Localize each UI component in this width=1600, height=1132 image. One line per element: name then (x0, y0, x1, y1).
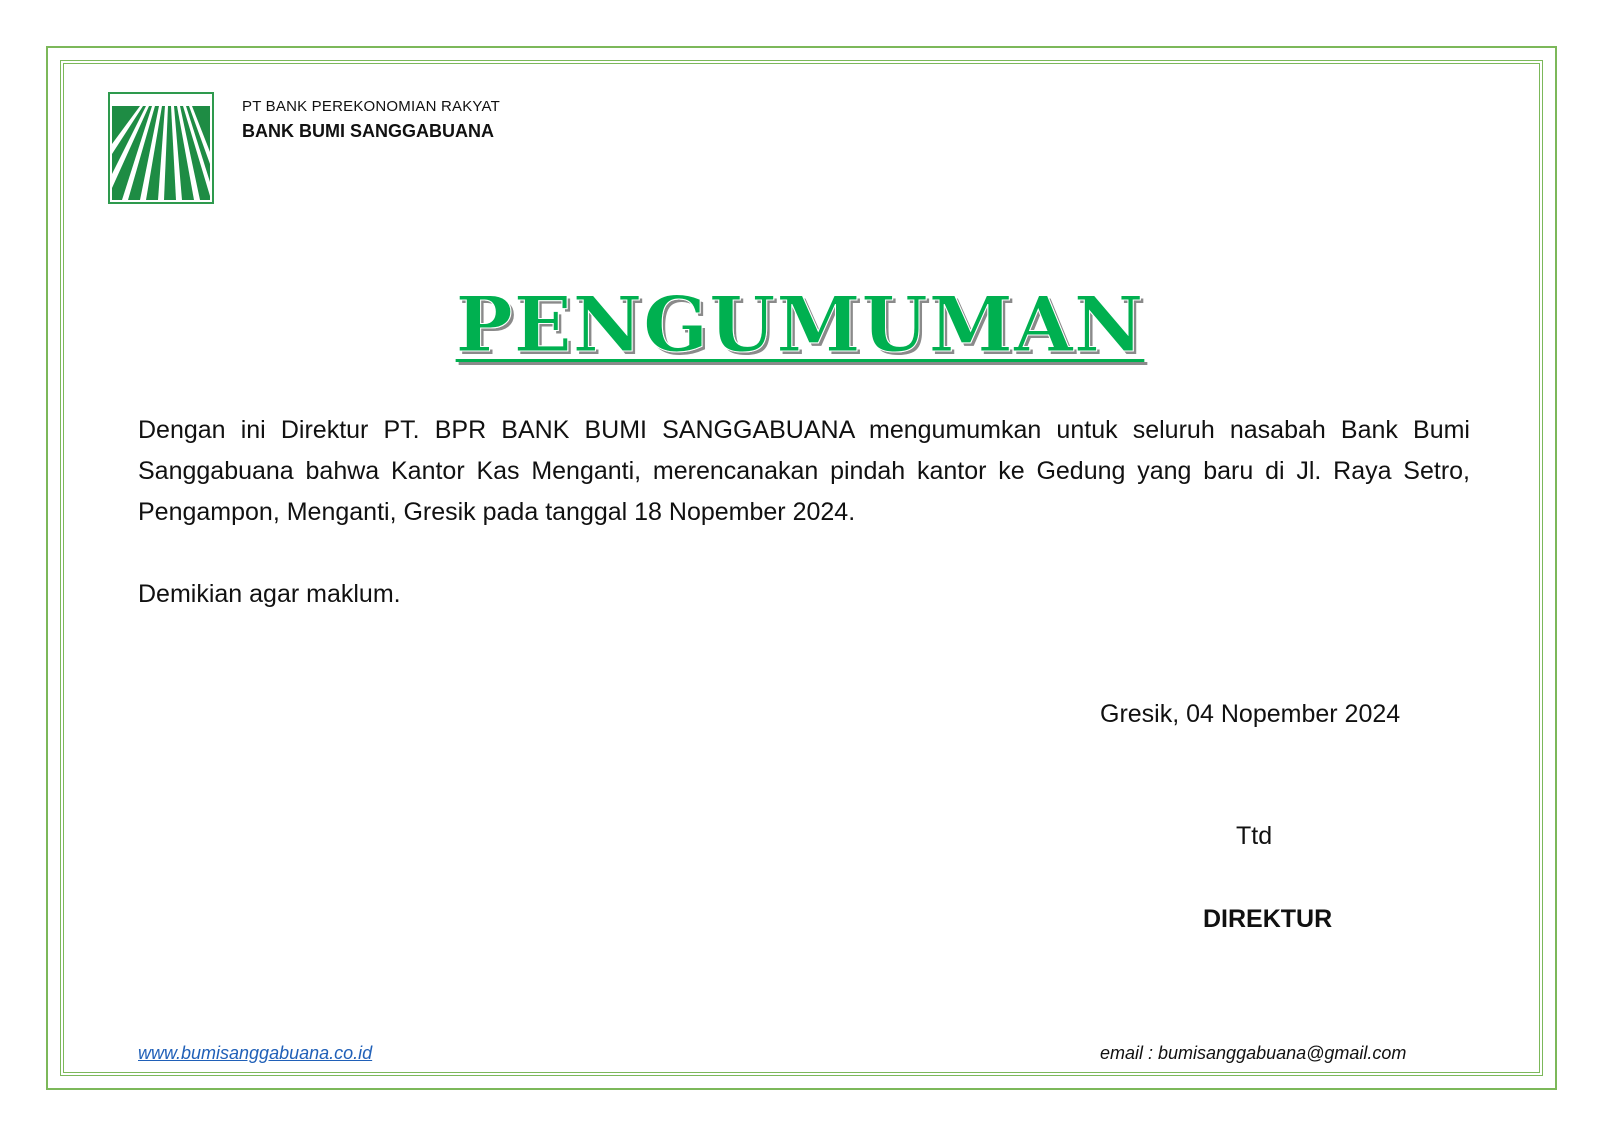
footer-email: email : bumisanggabuana@gmail.com (1100, 1043, 1407, 1063)
striped-field-logo-icon (108, 92, 214, 204)
website-link[interactable]: www.bumisanggabuana.co.id (138, 1043, 373, 1063)
letterhead (242, 96, 500, 144)
closing-paragraph: Demikian agar maklum. (138, 580, 401, 608)
bank-name: BANK BUMI SANGGABUANA (242, 121, 494, 141)
signature-ttd: Ttd (1236, 822, 1273, 850)
announcement-paragraph: Dengan ini Direktur PT. BPR BANK BUMI SANGGABUANA mengumumkan untuk seluruh nasabah Bank Bumi Sanggabuana bahwa Kantor Kas Menganti, merencanakan pindah kantor ke Gedung yang baru di Jl. Raya Setro, Pengampon, Menganti, Gresik pada tanggal 18 Nopember 2024. (138, 416, 1470, 526)
place-date: Gresik, 04 Nopember 2024 (1100, 700, 1401, 728)
announcement-title: PENGUMUMAN (455, 280, 1145, 369)
signatory-position: DIREKTUR (1203, 905, 1333, 933)
company-line: PT BANK PEREKONOMIAN RAKYAT (242, 98, 500, 115)
